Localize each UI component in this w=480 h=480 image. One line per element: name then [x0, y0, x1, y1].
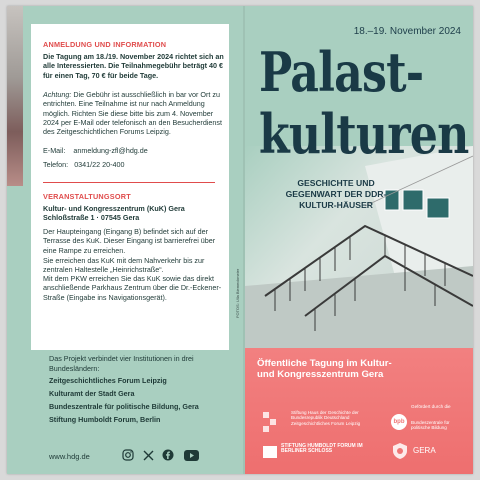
email-link[interactable]: anmeldung-zfl@hdg.de [73, 146, 148, 155]
registration-lead: Die Tagung am 18./19. November 2024 richtet sich an alle Interessierten. Die Teilnahmegebühr beträgt 40 € für einen Tag, 70 € für beide Tage. [43, 52, 224, 80]
venue-transit-text: Sie erreichen das KuK mit dem Nahverkehr bis zur zentralen Haltestelle „Heinrichstraße“. [43, 256, 205, 275]
x-icon[interactable] [141, 448, 155, 462]
venue-address: Schloßstraße 1 · 07545 Gera [43, 213, 140, 222]
gera-logo-text: GERA [413, 446, 436, 455]
hdg-logo-mark [263, 426, 269, 432]
phone-number: 0341/22 20-400 [74, 160, 125, 169]
bpb-logo-text: Bundeszentrale für politische Bildung [411, 420, 450, 431]
email-label: E-Mail: [43, 146, 66, 155]
project-intro: Das Projekt verbindet vier Institutionen in drei Bundesländern: [49, 354, 194, 373]
hdg-logo-mark [270, 419, 276, 425]
registration-heading: ANMELDUNG UND INFORMATION [43, 40, 167, 49]
website-link[interactable]: www.hdg.de [49, 452, 90, 461]
phone-line [43, 160, 227, 169]
back-panel-photo-strip [7, 6, 23, 186]
partner-item: Kulturamt der Stadt Gera [49, 389, 135, 398]
section-divider [43, 182, 215, 183]
cover-venue: Öffentliche Tagung im Kultur- und Kongresszentrum Gera [257, 358, 392, 381]
bpb-funded-label: Gefördert durch die [411, 404, 451, 409]
humboldt-logo-text: STIFTUNG HUMBOLDT FORUM IM BERLINER SCHLOSS [281, 443, 363, 455]
instagram-icon[interactable] [121, 448, 135, 462]
title-line-1: Palast- [259, 40, 424, 104]
registration-note [43, 90, 227, 136]
flyer-sheet [7, 6, 473, 474]
note-label: Achtung: [43, 90, 72, 99]
venue-car-text: Mit dem PKW erreichen Sie das KuK sowie das direkt anschließende Parkhaus Zentrum über die Dr.-Eckener-Straße (Eingabe ins Navigationsgerät). [43, 274, 222, 302]
title-line-2: kulturen [259, 102, 469, 166]
photo-credit: FOTOS: Ulla Biemeckmeier [235, 268, 240, 318]
cover-subtitle: GESCHICHTE UND GEGENWART DER DDR-KULTUR-HÄUSER [285, 178, 387, 210]
youtube-icon[interactable] [183, 448, 199, 462]
note-text: Die Gebühr ist ausschließlich in bar vor Ort zu entrichten. Eine Teilnahme ist nur nach Anmeldung möglich. Richten Sie diese bitte bis zum 4. November 2024 per E-Mail oder telefonisch an den Besucherdienst des Zeitgeschichtlichen Forums Leipzig. [43, 90, 222, 137]
facebook-icon[interactable] [161, 448, 175, 462]
partner-item: Stiftung Humboldt Forum, Berlin [49, 415, 161, 424]
bpb-logo-icon: bpb [391, 414, 407, 430]
hdg-logo-mark [263, 412, 269, 418]
hdg-logo-text: Stiftung Haus der Geschichte der Bundesrepublik Deutschland Zeitgeschichtliches Forum Leipzig [291, 410, 361, 426]
event-date: 18.–19. November 2024 [353, 26, 461, 37]
phone-label: Telefon: [43, 160, 69, 169]
venue-name: Kultur- und Kongresszentrum (KuK) Gera [43, 204, 185, 213]
venue-entrance-text: Der Haupteingang (Eingang B) befindet sich auf der Terrasse des KuK. Dieser Eingang ist barrierefrei über eine Rampe zu erreichen. [43, 227, 216, 255]
humboldt-logo-icon [263, 446, 277, 458]
email-line [43, 146, 227, 155]
gera-crest-icon [391, 442, 409, 460]
cover-panel [245, 6, 473, 474]
partner-item: Zeitgeschichtliches Forum Leipzig [49, 376, 167, 385]
partner-item: Bundeszentrale für politische Bildung, Gera [49, 402, 199, 411]
venue-heading: VERANSTALTUNGSORT [43, 192, 131, 201]
